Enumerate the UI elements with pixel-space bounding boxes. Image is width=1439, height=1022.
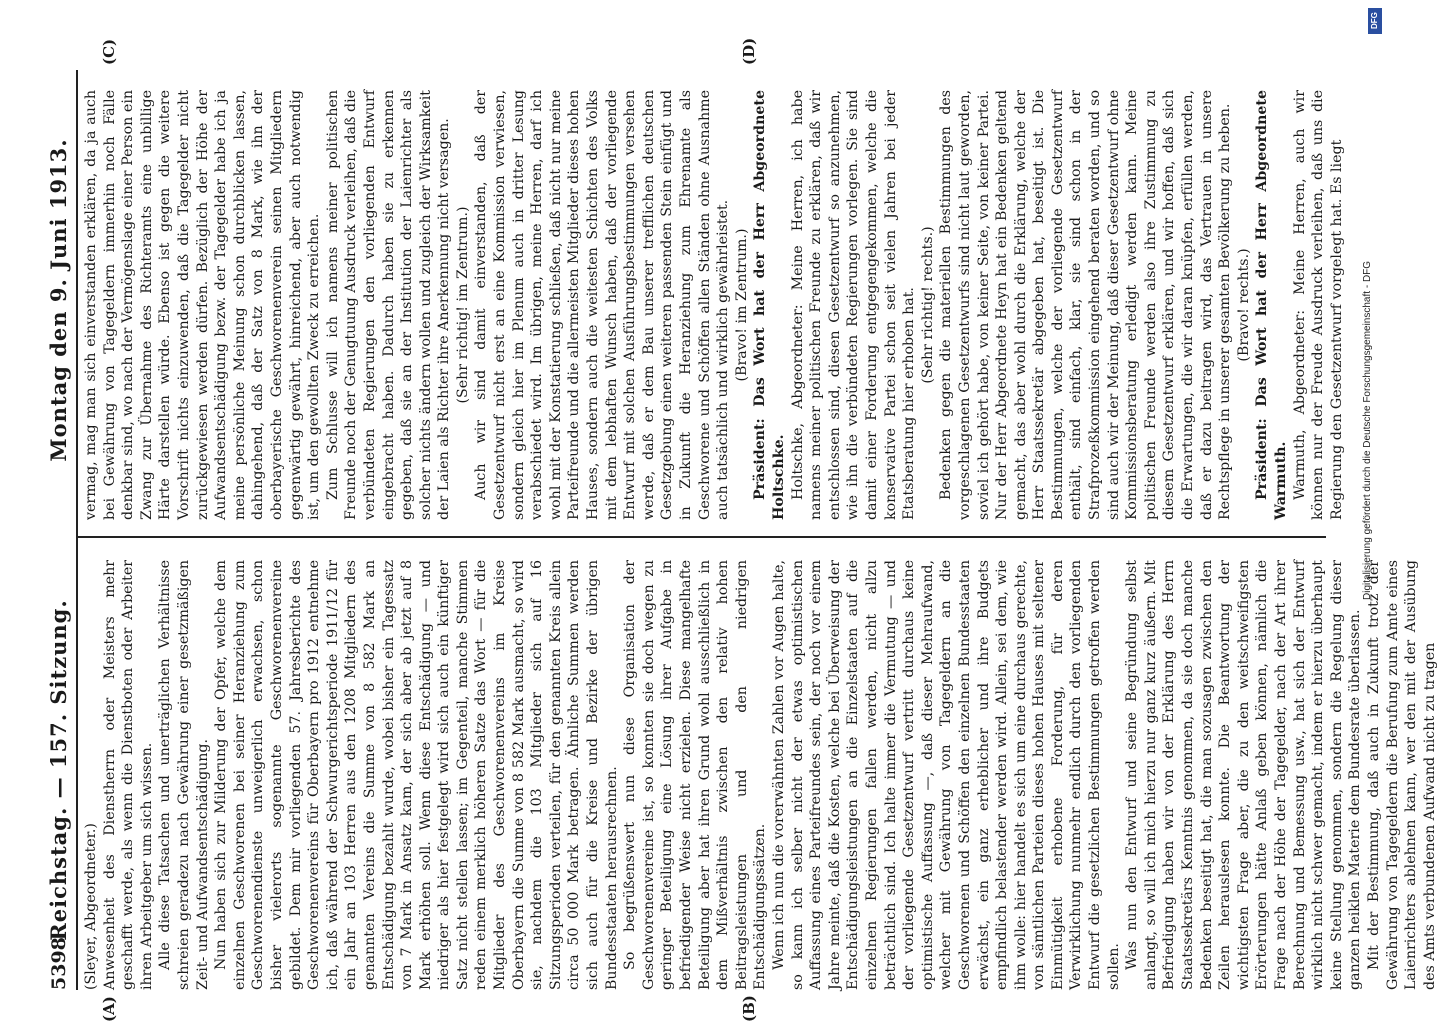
page-number: 5398 <box>48 937 70 990</box>
digitization-note: Digitalisierung gefördert durch die Deutsche Forschungsgemeinschaft - DFG <box>1362 260 1373 600</box>
paragraph: Anwesenheit des Dienstherrn oder Meisters mehr geschafft werde, als wenn die Dienstboten oder Arbeiter ihren Arbeitgeber um sich wissen. <box>101 560 155 990</box>
interjection: (Bravo! rechts.) <box>1235 248 1252 362</box>
speaker-line: (Sleyer, Abgeordneter.) <box>83 823 99 990</box>
dfg-logo: DFG <box>1368 8 1382 34</box>
paragraph: Wenn ich nun die vorerwähnten Zahlen vor Augen halte, so kann ich selber nicht der etwas optimistischen Auffassung eines Parteifreundes sein, der noch vor einem Jahre meinte, daß die Kosten, welche bei Überweisung der Entschädigungsleistungen an die Einzelstaaten auf die einzelnen Regierungen fallen werden, nicht allzu beträchtlich sind. Ich halte immer die Vermutung — und der vorliegende Gesetzentwurf vertritt durchaus keine optimistische Auffassung —, daß dieser Mehraufwand, welcher mit Gewährung von Tagegeldern an die Geschworenen und Schöffen den einzelnen Bundesstaaten erwächst, ein ganz erheblicher und ihre Budgets empfindlich belastender werden wird. Allein, sei dem, wie ihm wolle: hier handelt es sich um eine durchaus gerechte, von sämtlichen Parteien dieses hohen Hauses mit seltener Einmütigkeit erhobene Forderung, für deren Verwirklichung nunmehr endlich durch den vorliegenden Entwurf die gesetzlichen Bestimmungen getroffen werden sollen. <box>770 560 1122 990</box>
column-a <box>82 560 1439 990</box>
column-c <box>82 90 1346 520</box>
paragraph: Was nun den Entwurf und seine Begründung selbst anlangt, so will ich mich hierzu nur ganz kurz äußern. Mit Befriedigung haben wir von der Erklärung des Herrn Staatssekretärs Kenntnis genommen, da sie doch manche Bedenken beseitigt hat, die man sozusagen zwischen den Zeilen herauslesen konnte. Die Beantwortung der wichtigsten Frage aber, die zu den weitschweifigsten Erörterungen hätte Anlaß geben können, nämlich die Frage nach der Höhe der Tagegelder, nach der Art ihrer Berechnung und Bemessung usw., hat sich der Entwurf wirklich nicht schwer gemacht, indem er hierzu überhaupt keine Stellung genommen, sondern die Regelung dieser ganzen heiklen Materie dem Bundesrate überlassen. <box>1124 560 1364 990</box>
marker-c: (C) <box>100 38 118 65</box>
paragraph: Mit der Bestimmung, daß auch in Zukunft trotz der Gewährung von Tagegeldern die Berufung zum Amte eines Laienrichters ablehnen kann, wer den mit der Ausübung des Amts verbundenen Aufwand nicht zu tragen <box>1365 560 1438 990</box>
paragraph: Zum Schlusse will ich namens meiner politischen Freunde noch der Genugtuung Ausdruck verleihen, daß die verbündeten Regierungen den vorliegenden Entwurf eingebracht haben. Dadurch haben sie zu erkennen gegeben, daß sie an der Institution der Laienrichter als solcher nichts ändern wollen und zugleich der Wirksamkeit der Laien als Richter ihre Anerkennung nicht versagen. <box>324 90 453 520</box>
paragraph: Alle diese Tatsachen und unerträglichen Verhältnisse schreien geradezu nach Gewährung einer gesetzmäßigen Zeit- und Aufwandsentschädigung. <box>157 560 211 990</box>
header-rule <box>76 70 78 990</box>
column-divider <box>76 536 1326 538</box>
paragraph: Auch wir sind damit einverstanden, daß der Gesetzentwurf nicht erst an eine Kommission verwiesen, sondern gleich hier im Plenum auch in dritter Lesung verabschiedet wird. Im übrigen, meine Herren, darf ich wohl mit der Konstatierung schließen, daß nicht nur meine Parteifreunde und die allermeisten Mitglieder dieses hohen Hauses, sondern auch die weitesten Schichten des Volks mit dem lebhaften Wunsch haben, daß der vorliegende Entwurf mit solchen Ausführungsbestimmungen versehen werde, daß er dem Bau unserer trefflichen deutschen Gesetzgebung einen weiteren passenden Stein einfügt und in Zukunft die Heranziehung zum Ehrenamte als Geschworene und Schöffen allen Ständen ohne Ausnahme auch tatsächlich und wirklich gewährleistet. <box>473 90 732 520</box>
president-line: Präsident: Das Wort hat der Herr Abgeordnete Warmuth. <box>1254 90 1289 520</box>
right-header <box>40 80 74 520</box>
left-header <box>40 550 74 990</box>
marker-a: (A) <box>100 996 118 1022</box>
president-line: Präsident: Das Wort hat der Herr Abgeordnete Holtschke. <box>752 90 787 520</box>
paragraph: So begrüßenswert nun diese Organisation der Geschworenenvereine ist, so konnten sie doch wegen zu geringer Beteiligung eine Lösung ihrer Aufgabe in befriedigender Weise nicht erzielen. Diese mangelhafte Beteiligung aber hat ihren Grund wohl ausschließlich in dem Mißverhältnis zwischen den relativ hohen Beitragsleistungen und den niedrigen Entschädigungssätzen. <box>622 560 769 990</box>
interjection: (Sehr richtig! rechts.) <box>919 226 936 384</box>
paragraph: Holtschke, Abgeordneter: Meine Herren, ich habe namens meiner politischen Freunde zu erklären, daß wir entschlossen sind, diesen Gesetzentwurf so anzunehmen, wie ihn die verbündeten Regierungen vorlegen. Sie sind damit einer Forderung entgegengekommen, welche die konservative Partei schon seit vielen Jahren bei jeder Etatsberatung hier erhoben hat. <box>789 90 918 520</box>
header-left-title: Reichstag. — 157. Sitzung. <box>46 599 71 941</box>
marker-b: (B) <box>740 995 758 1022</box>
interjection: (Bravo! im Zentrum.) <box>733 228 750 382</box>
marker-d: (D) <box>740 37 758 65</box>
paragraph: Bedenken gegen die materiellen Bestimmungen des vorgeschlagenen Gesetzentwurfs sind nicht laut geworden, soviel ich gehört habe, von keiner Seite, von keiner Partei. Nur der Herr Abgeordnete Heyn hat ein Bedenken geltend gemacht, das aber wohl durch die Erklärung, welche der Herr Staatssekretär abgegeben hat, beseitigt ist. Die Bestimmungen, welche der vorliegende Gesetzentwurf enthält, sind einfach, klar, sie sind schon in der Strafprozeßkommission eingehend beraten worden, und so sind auch wir der Meinung, daß dieser Gesetzentwurf ohne Kommissionsberatung erledigt werden kann. Meine politischen Freunde werden also ihre Zustimmung zu diesem Gesetzentwurf erklären, und wir hoffen, daß sich die Erwartungen, die wir daran knüpfen, erfüllen werden, daß er dazu beitragen wird, das Vertrauen in unsere Rechtspflege in unserer gesamten Bevölkerung zu heben. <box>938 90 1234 520</box>
paragraph: vermag, mag man sich einverstanden erklären, da ja auch bei Gewährung von Tagegeldern immerhin noch Fälle denkbar sind, wo nach der Vermögenslage einer Person ein Zwang zur Übernahme des Richteramts eine unbillige Härte darstellen würde. Ebenso ist gegen die weitere Vorschrift nichts einzuwenden, daß die Tagegelder nicht zurückgewiesen werden dürfen. Bezüglich der Höhe der Aufwandsentschädigung bezw. der Tagegelder habe ich ja meine persönliche Meinung schon durchblicken lassen, dahingehend, daß der Satz von 8 Mark, wie ihn der oberbayerische Geschworenenverein seinen Mitgliedern gegenwärtig gewährt, hinreichend, aber auch notwendig ist, um den gewollten Zweck zu erreichen. <box>83 90 323 520</box>
paragraph: Nun haben sich zur Milderung der Opfer, welche dem einzelnen Geschworenen bei seiner Heranziehung zum Geschworenendienste unweigerlich erwachsen, schon bisher vielerorts sogenannte Geschworenenvereine gebildet. Dem mir vorliegenden 57. Jahresberichte des Geschworenenvereins für Oberbayern pro 1912 entnehme ich, daß während der Schwurgerichtsperiode 1911/12 für ein Jahr an 103 Herren aus den 1208 Mitgliedern des genannten Vereins die Summe von 8 582 Mark an Entschädigung bezahlt wurde, wobei bisher ein Tagessatz von 7 Mark in Ansatz kam, der sich aber ab jetzt auf 8 Mark erhöhen soll. Wenn diese Entschädigung — und niedriger als hier festgelegt wird sich auch ein künftiger Satz nicht stellen lassen; im Gegenteil, manche Stimmen reden einem merklich höheren Satze das Wort — für die Mitglieder des Geschworenenvereins im Kreise Oberbayern die Summe von 8 582 Mark ausmacht, so wird sie, nachdem die 103 Mitglieder sich auf 16 Sitzungsperioden verteilen, für den genannten Kreis allein circa 50 000 Mark betragen. Ähnliche Summen werden sich auch für die Kreise und Bezirke der übrigen Bundesstaaten herausrechnen. <box>213 560 620 990</box>
header-right-title: Montag den 9. Juni 1913. <box>46 138 71 462</box>
paragraph: Warmuth, Abgeordneter: Meine Herren, auch wir können nur der Freude Ausdruck verleihen, daß uns die Regierung den Gesetzentwurf vorgelegt hat. Es liegt <box>1291 90 1345 520</box>
interjection: (Sehr richtig! im Zentrum.) <box>454 206 471 404</box>
digitization-note-strip <box>1362 40 1380 600</box>
